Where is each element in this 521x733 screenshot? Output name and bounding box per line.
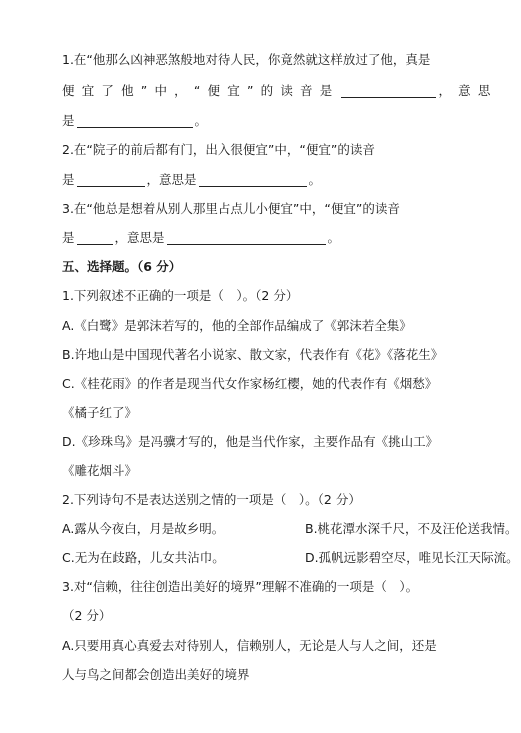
q1-meaning-blank[interactable] <box>77 113 193 128</box>
q2-pinyin-blank[interactable] <box>77 172 145 187</box>
q2-line2-end: 。 <box>308 172 322 187</box>
mc1-option-d-cont: 《雕花烟斗》 <box>62 463 138 478</box>
mc1-option-b[interactable]: B.许地山是中国现代著名小说家、散文家，代表作有《花》《落花生》 <box>62 347 444 362</box>
mc2-option-d[interactable]: D.孤帆远影碧空尽，唯见长江天际流。 <box>305 550 519 565</box>
q2-line2-label: 是 <box>62 172 75 187</box>
q1-line3-end: 。 <box>194 113 208 128</box>
q3-line2 <box>62 228 340 248</box>
q1-line2-meaning-label: ，意思 <box>438 83 498 98</box>
q1-line3 <box>62 111 207 131</box>
q1-line1: 1.在“他那么凶神恶煞般地对待人民，你竟然就这样放过了他，真是 <box>62 52 431 67</box>
mc1-option-c[interactable]: C.《桂花雨》的作者是现当代女作家杨红樱，她的代表作有《烟愁》 <box>62 376 438 391</box>
q3-line2-label: 是 <box>62 230 75 245</box>
mc1-option-c-cont: 《橘子红了》 <box>62 405 138 420</box>
q2-line1: 2.在“院子的前后都有门，出入很便宜”中，“便宜”的读音 <box>62 142 375 157</box>
mc3-score: （2 分） <box>62 608 112 623</box>
q1-line2-text: 便宜了他”中，“便宜”的读音是 <box>62 83 340 98</box>
q1-line2 <box>62 81 498 101</box>
mc3-option-a[interactable]: A.只要用真心真爱去对待别人，信赖别人，无论是人与人之间，还是 <box>62 638 437 653</box>
mc2-stem: 2.下列诗句不是表达送别之情的一项是（ ）。（2 分） <box>62 492 361 507</box>
q1-line3-label: 是 <box>62 113 75 128</box>
mc2-option-b[interactable]: B.桃花潭水深千尺，不及汪伦送我情。 <box>305 521 518 536</box>
q3-meaning-label: ，意思是 <box>114 230 165 245</box>
mc3-stem: 3.对“信赖，往往创造出美好的境界”理解不准确的一项是（ ）。 <box>62 579 419 594</box>
mc2-options-row2 <box>62 548 519 568</box>
q2-meaning-blank[interactable] <box>199 172 307 187</box>
q2-line2 <box>62 170 321 190</box>
mc2-options-row1 <box>62 519 518 539</box>
q1-pinyin-blank[interactable] <box>341 83 436 98</box>
q3-pinyin-blank[interactable] <box>77 230 113 245</box>
mc1-option-a[interactable]: A.《白鹭》是郭沫若写的，他的全部作品编成了《郭沫若全集》 <box>62 318 412 333</box>
section-title: 五、选择题。（6 分） <box>62 259 182 274</box>
mc2-option-c[interactable]: C.无为在歧路，儿女共沾巾。 <box>62 550 225 565</box>
q3-line1: 3.在“他总是想着从别人那里占点儿小便宜”中，“便宜”的读音 <box>62 201 400 216</box>
q3-meaning-blank[interactable] <box>167 230 326 245</box>
mc2-option-a[interactable]: A.露从今夜白，月是故乡明。 <box>62 521 225 536</box>
mc1-option-d[interactable]: D.《珍珠鸟》是冯骥才写的，他是当代作家，主要作品有《挑山工》 <box>62 434 439 449</box>
mc3-option-a-cont: 人与鸟之间都会创造出美好的境界 <box>62 667 250 682</box>
q3-line2-end: 。 <box>327 230 341 245</box>
q2-meaning-label: ，意思是 <box>146 172 197 187</box>
mc1-stem: 1.下列叙述不正确的一项是（ ）。（2 分） <box>62 288 299 303</box>
